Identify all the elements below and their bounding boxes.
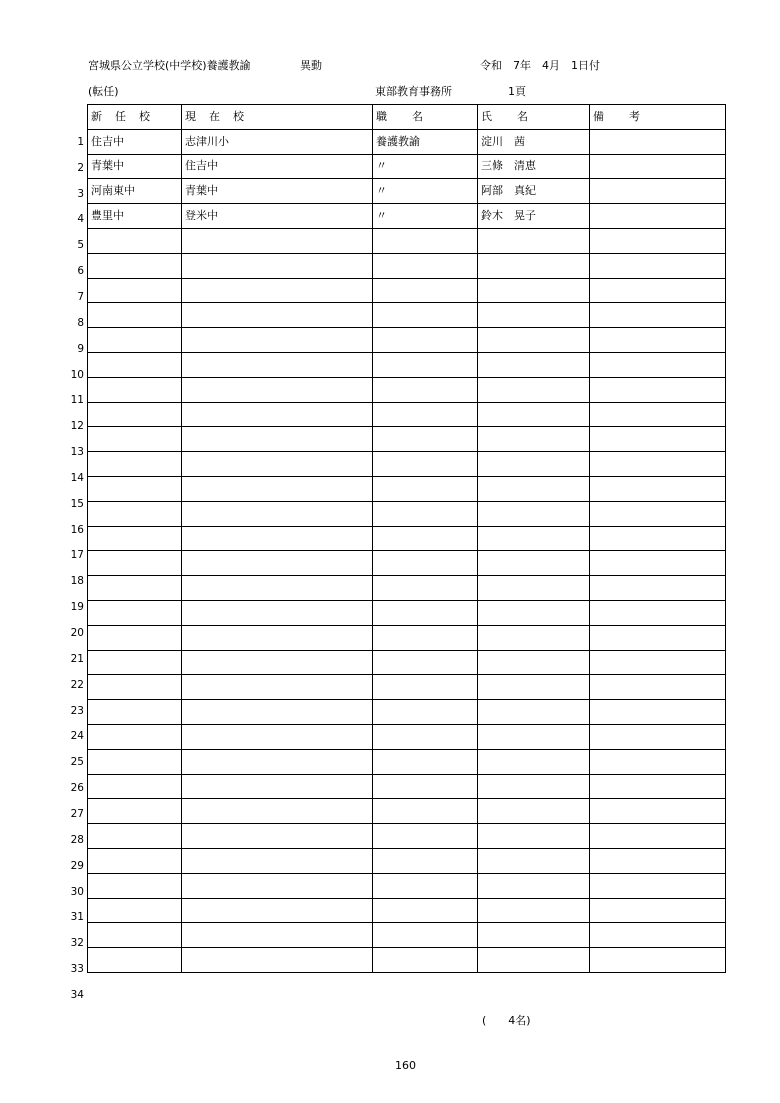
cell-name <box>478 923 590 948</box>
row-number: 25 <box>70 756 84 769</box>
cell-remarks <box>590 848 726 873</box>
cell-remarks <box>590 824 726 849</box>
row-number: 29 <box>70 859 84 872</box>
cell-new-school <box>88 576 182 601</box>
cell-position <box>373 352 478 377</box>
cell-new-school <box>88 600 182 625</box>
cell-new-school <box>88 278 182 303</box>
cell-current-school <box>182 948 373 973</box>
effective-date: 令和 7年 4月 1日付 <box>480 59 600 72</box>
col-header-remarks: 備 考 <box>590 105 726 130</box>
cell-position: 〃 <box>373 179 478 204</box>
document-category: 異動 <box>300 59 322 72</box>
row-number: 30 <box>70 885 84 898</box>
cell-current-school <box>182 625 373 650</box>
row-number: 34 <box>70 988 84 1001</box>
cell-name <box>478 600 590 625</box>
cell-current-school <box>182 452 373 477</box>
cell-current-school <box>182 700 373 725</box>
cell-current-school <box>182 427 373 452</box>
cell-name <box>478 873 590 898</box>
cell-remarks <box>590 303 726 328</box>
cell-current-school: 志津川小 <box>182 129 373 154</box>
cell-name <box>478 576 590 601</box>
row-number: 33 <box>70 963 84 976</box>
table-row <box>88 600 726 625</box>
cell-current-school <box>182 724 373 749</box>
table-row <box>88 129 726 154</box>
cell-current-school: 青葉中 <box>182 179 373 204</box>
cell-remarks <box>590 328 726 353</box>
table-row <box>88 551 726 576</box>
cell-name: 三條 清恵 <box>478 154 590 179</box>
cell-new-school <box>88 328 182 353</box>
cell-current-school <box>182 352 373 377</box>
cell-remarks <box>590 476 726 501</box>
cell-position <box>373 303 478 328</box>
col-header-current-school: 現 在 校 <box>182 105 373 130</box>
table-row <box>88 303 726 328</box>
cell-position <box>373 452 478 477</box>
cell-current-school <box>182 650 373 675</box>
cell-new-school <box>88 551 182 576</box>
cell-new-school <box>88 824 182 849</box>
table-row <box>88 774 726 799</box>
cell-new-school <box>88 526 182 551</box>
table-row <box>88 824 726 849</box>
row-number: 21 <box>70 652 84 665</box>
roster-body <box>88 105 726 973</box>
cell-current-school: 登米中 <box>182 204 373 229</box>
cell-remarks <box>590 774 726 799</box>
cell-new-school <box>88 848 182 873</box>
row-number: 4 <box>77 213 84 226</box>
cell-remarks <box>590 253 726 278</box>
cell-position <box>373 228 478 253</box>
cell-name <box>478 427 590 452</box>
cell-name <box>478 848 590 873</box>
table-row <box>88 848 726 873</box>
row-number: 14 <box>70 471 84 484</box>
row-number: 26 <box>70 782 84 795</box>
cell-name <box>478 724 590 749</box>
cell-position <box>373 675 478 700</box>
table-row <box>88 700 726 725</box>
cell-new-school <box>88 625 182 650</box>
table-row <box>88 476 726 501</box>
cell-new-school <box>88 427 182 452</box>
cell-position: 養護教諭 <box>373 129 478 154</box>
row-number: 6 <box>77 265 84 278</box>
cell-position <box>373 799 478 824</box>
cell-remarks <box>590 129 726 154</box>
cell-remarks <box>590 799 726 824</box>
cell-new-school <box>88 799 182 824</box>
cell-current-school <box>182 476 373 501</box>
row-number: 3 <box>77 187 84 200</box>
cell-current-school <box>182 402 373 427</box>
table-row <box>88 923 726 948</box>
cell-name <box>478 774 590 799</box>
cell-position <box>373 898 478 923</box>
cell-current-school <box>182 600 373 625</box>
table-row <box>88 948 726 973</box>
cell-remarks <box>590 749 726 774</box>
row-number: 2 <box>77 161 84 174</box>
table-row <box>88 278 726 303</box>
col-header-new-school: 新 任 校 <box>88 105 182 130</box>
table-row <box>88 724 726 749</box>
cell-current-school <box>182 278 373 303</box>
cell-name <box>478 749 590 774</box>
row-number: 17 <box>70 549 84 562</box>
cell-current-school <box>182 253 373 278</box>
cell-name <box>478 402 590 427</box>
row-number: 10 <box>70 368 84 381</box>
col-header-position: 職 名 <box>373 105 478 130</box>
cell-name <box>478 501 590 526</box>
cell-new-school <box>88 253 182 278</box>
cell-position: 〃 <box>373 154 478 179</box>
row-number: 24 <box>70 730 84 743</box>
cell-remarks <box>590 650 726 675</box>
table-row <box>88 402 726 427</box>
cell-name <box>478 476 590 501</box>
cell-position <box>373 625 478 650</box>
cell-position <box>373 774 478 799</box>
row-number: 12 <box>70 420 84 433</box>
table-row <box>88 377 726 402</box>
row-number: 28 <box>70 833 84 846</box>
cell-remarks <box>590 600 726 625</box>
cell-name <box>478 824 590 849</box>
cell-current-school <box>182 799 373 824</box>
cell-position <box>373 848 478 873</box>
cell-remarks <box>590 278 726 303</box>
table-row <box>88 749 726 774</box>
cell-remarks <box>590 352 726 377</box>
cell-remarks <box>590 427 726 452</box>
cell-position <box>373 402 478 427</box>
cell-current-school <box>182 873 373 898</box>
cell-name <box>478 675 590 700</box>
cell-name <box>478 898 590 923</box>
cell-remarks <box>590 526 726 551</box>
cell-remarks <box>590 625 726 650</box>
cell-name: 淀川 茜 <box>478 129 590 154</box>
row-number: 8 <box>77 316 84 329</box>
cell-remarks <box>590 576 726 601</box>
cell-remarks <box>590 948 726 973</box>
table-row <box>88 452 726 477</box>
row-number: 5 <box>77 239 84 252</box>
cell-remarks <box>590 402 726 427</box>
cell-position <box>373 253 478 278</box>
cell-name <box>478 650 590 675</box>
cell-new-school <box>88 873 182 898</box>
cell-new-school <box>88 650 182 675</box>
cell-new-school <box>88 948 182 973</box>
cell-position <box>373 576 478 601</box>
cell-new-school <box>88 898 182 923</box>
cell-current-school <box>182 774 373 799</box>
cell-remarks <box>590 873 726 898</box>
cell-new-school <box>88 402 182 427</box>
cell-new-school <box>88 228 182 253</box>
cell-new-school <box>88 700 182 725</box>
row-number: 13 <box>70 446 84 459</box>
cell-new-school <box>88 476 182 501</box>
row-number: 31 <box>70 911 84 924</box>
office-name: 東部教育事務所 <box>375 85 452 98</box>
cell-position <box>373 501 478 526</box>
cell-new-school <box>88 352 182 377</box>
cell-name <box>478 625 590 650</box>
cell-remarks <box>590 179 726 204</box>
roster-table <box>87 104 726 973</box>
table-row <box>88 675 726 700</box>
cell-name <box>478 799 590 824</box>
cell-name <box>478 377 590 402</box>
row-number: 23 <box>70 704 84 717</box>
cell-current-school <box>182 526 373 551</box>
cell-name <box>478 526 590 551</box>
cell-new-school <box>88 774 182 799</box>
cell-name <box>478 352 590 377</box>
document-title: 宮城県公立学校(中学校)養護教諭 <box>88 59 251 72</box>
table-row <box>88 154 726 179</box>
row-number: 7 <box>77 290 84 303</box>
cell-name: 鈴木 晃子 <box>478 204 590 229</box>
row-number: 22 <box>70 678 84 691</box>
cell-position <box>373 476 478 501</box>
cell-current-school <box>182 675 373 700</box>
cell-position <box>373 278 478 303</box>
row-number: 32 <box>70 937 84 950</box>
cell-new-school: 住吉中 <box>88 129 182 154</box>
cell-remarks <box>590 452 726 477</box>
cell-position <box>373 724 478 749</box>
cell-current-school <box>182 923 373 948</box>
cell-new-school <box>88 452 182 477</box>
table-row <box>88 253 726 278</box>
cell-name <box>478 948 590 973</box>
table-row <box>88 526 726 551</box>
col-header-name: 氏 名 <box>478 105 590 130</box>
page-number: 160 <box>395 1059 416 1072</box>
cell-new-school <box>88 377 182 402</box>
cell-current-school <box>182 328 373 353</box>
row-number: 20 <box>70 627 84 639</box>
cell-current-school <box>182 501 373 526</box>
row-number: 27 <box>70 807 84 820</box>
cell-current-school <box>182 377 373 402</box>
cell-position <box>373 650 478 675</box>
table-row <box>88 799 726 824</box>
cell-position <box>373 526 478 551</box>
cell-new-school: 豊里中 <box>88 204 182 229</box>
cell-remarks <box>590 724 726 749</box>
table-row <box>88 576 726 601</box>
row-number: 1 <box>77 135 84 148</box>
cell-new-school <box>88 303 182 328</box>
cell-current-school <box>182 749 373 774</box>
cell-position <box>373 600 478 625</box>
cell-remarks <box>590 700 726 725</box>
cell-remarks <box>590 898 726 923</box>
table-row <box>88 328 726 353</box>
row-number: 16 <box>70 523 84 536</box>
cell-remarks <box>590 377 726 402</box>
row-number: 19 <box>70 601 84 614</box>
cell-new-school: 河南東中 <box>88 179 182 204</box>
table-row <box>88 228 726 253</box>
table-row <box>88 898 726 923</box>
cell-name: 阿部 真紀 <box>478 179 590 204</box>
cell-name <box>478 303 590 328</box>
cell-remarks <box>590 923 726 948</box>
cell-remarks <box>590 154 726 179</box>
cell-current-school <box>182 551 373 576</box>
cell-name <box>478 228 590 253</box>
cell-name <box>478 700 590 725</box>
cell-name <box>478 551 590 576</box>
page-label: 1頁 <box>508 85 526 98</box>
cell-position <box>373 749 478 774</box>
cell-remarks <box>590 675 726 700</box>
row-number: 11 <box>70 394 84 407</box>
cell-name <box>478 278 590 303</box>
cell-position <box>373 700 478 725</box>
table-row <box>88 501 726 526</box>
cell-position <box>373 948 478 973</box>
table-row <box>88 427 726 452</box>
cell-new-school: 青葉中 <box>88 154 182 179</box>
header-row <box>88 105 726 130</box>
cell-current-school <box>182 824 373 849</box>
table-row <box>88 625 726 650</box>
cell-name <box>478 452 590 477</box>
table-row <box>88 352 726 377</box>
cell-position <box>373 873 478 898</box>
cell-current-school <box>182 576 373 601</box>
cell-position <box>373 377 478 402</box>
cell-position: 〃 <box>373 204 478 229</box>
cell-current-school <box>182 303 373 328</box>
cell-name <box>478 253 590 278</box>
cell-current-school <box>182 228 373 253</box>
cell-new-school <box>88 501 182 526</box>
cell-remarks <box>590 501 726 526</box>
cell-position <box>373 551 478 576</box>
cell-remarks <box>590 204 726 229</box>
table-row <box>88 650 726 675</box>
table-row <box>88 873 726 898</box>
cell-position <box>373 923 478 948</box>
cell-new-school <box>88 923 182 948</box>
cell-remarks <box>590 551 726 576</box>
cell-new-school <box>88 749 182 774</box>
cell-position <box>373 824 478 849</box>
cell-name <box>478 328 590 353</box>
cell-current-school <box>182 848 373 873</box>
cell-current-school <box>182 898 373 923</box>
row-number: 18 <box>70 575 84 588</box>
table-row <box>88 204 726 229</box>
total-count: ( 4名) <box>482 1014 531 1027</box>
cell-new-school <box>88 675 182 700</box>
table-row <box>88 179 726 204</box>
row-number: 9 <box>77 342 84 355</box>
cell-position <box>373 328 478 353</box>
cell-position <box>373 427 478 452</box>
cell-remarks <box>590 228 726 253</box>
cell-new-school <box>88 724 182 749</box>
row-number: 15 <box>70 497 84 510</box>
cell-current-school: 住吉中 <box>182 154 373 179</box>
transfer-type: (転任) <box>88 85 119 98</box>
